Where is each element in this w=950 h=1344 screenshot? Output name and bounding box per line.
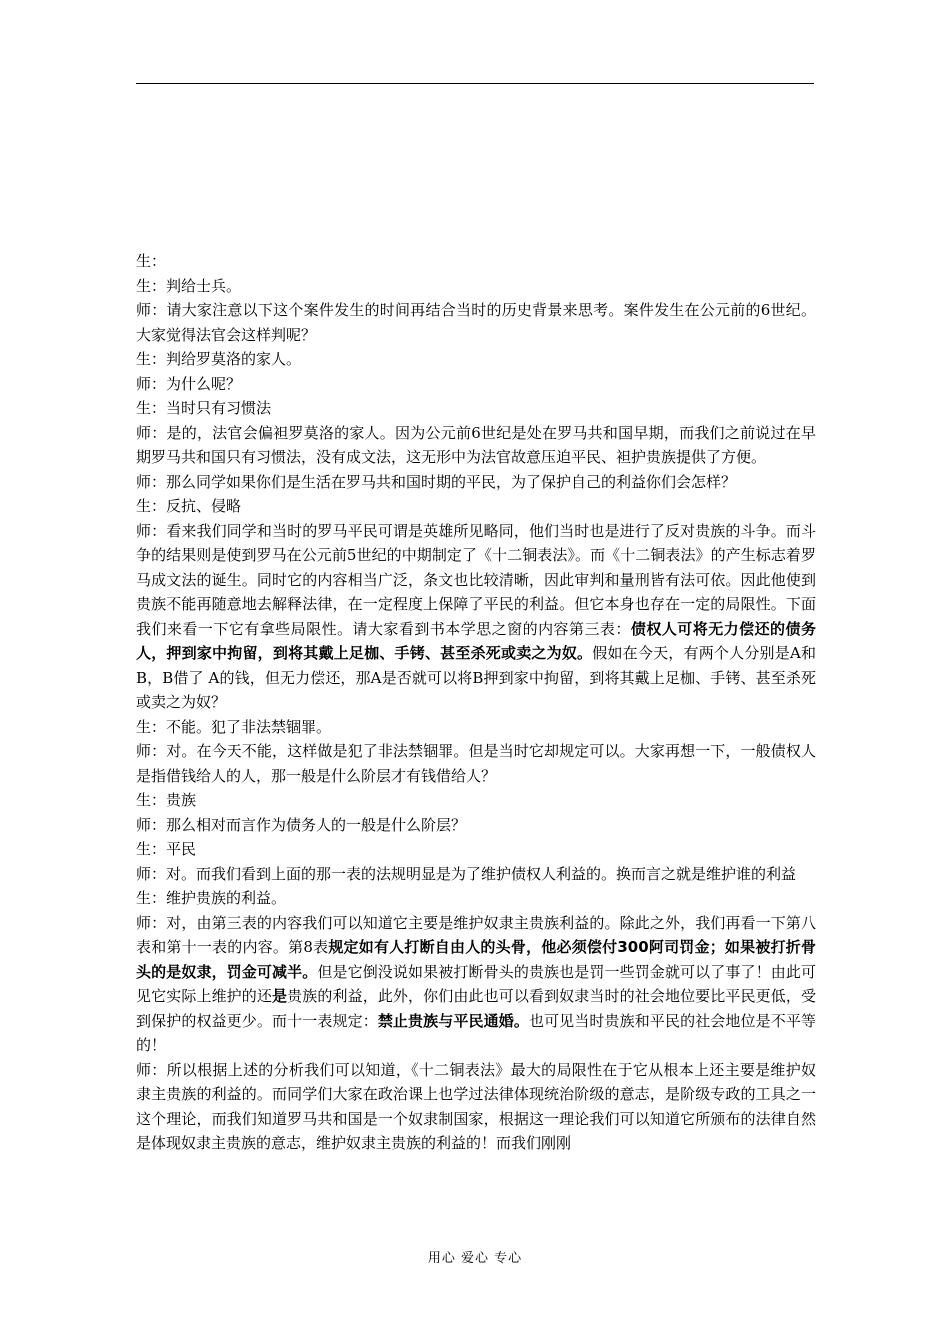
paragraph-text: 师：看来我们同学和当时的罗马平民可谓是英雄所见略同，他们当时也是进行了反对贵族的斗争。而斗争的结果则是使到罗马在公元前5世纪的中期制定了《十二铜表法》。而《十二铜表法》的产生标志着罗马成文法的诞生。同时它的内容相当广泛，条文也比较清晰，因此审判和量刑皆有法可依。因此他使到贵族不能再随意地去解释法律，在一定程度上保障了平民的利益。但它本身也存在一定的局限性。下面我们来看一下它有拿些局限性。请大家看到书本学思之窗的内容第三表： (136, 521, 816, 638)
paragraph-text: 生：贵族 (136, 791, 197, 809)
paragraph-text: 生：判给罗莫洛的家人。 (136, 350, 302, 368)
paragraph-text: 师：所以根据上述的分析我们可以知道，《十二铜表法》最大的局限性在于它从根本上还主要是维护奴隶主贵族的利益的。而同学们大家在政治课上也学过法律体现统治阶级的意志，是阶级专政的工具之一这个理论，而我们知道罗马共和国是一个奴隶制国家，根据这一理论我们可以知道它所颁布的法律自然是体现奴隶主贵族的意志，维护奴隶主贵族的利益的！而我们刚刚 (136, 1060, 816, 1152)
dialogue-paragraph (136, 470, 816, 495)
dialogue-paragraph (136, 372, 816, 397)
emphasized-text: 禁止贵族与平民通婚。 (377, 1011, 529, 1030)
header-rule (136, 83, 814, 84)
paragraph-text: 生：判给士兵。 (136, 276, 242, 295)
dialogue-paragraph (136, 298, 816, 347)
paragraph-text: 师：那么相对而言作为债务人的一般是什么阶层？ (136, 815, 467, 834)
paragraph-text: 师：对。在今天不能，这样做是犯了非法禁锢罪。但是当时它却规定可以。大家再想一下，一般债权人是指借钱给人的人，那一般是什么阶层才有钱借给人？ (136, 742, 816, 785)
paragraph-text: 贵族的利益，此外，你们由此也可以看到奴隶当时的社会地位要比平民更低，受到保护的权益更少。而十一表规定： (136, 987, 816, 1030)
dialogue-paragraph (136, 837, 816, 862)
paragraph-text: 师：是的，法官会偏袒罗莫洛的家人。因为公元前6世纪是处在罗马共和国早期，而我们之前说过在早期罗马共和国只有习惯法，没有成文法，这无形中为法官故意压迫平民、袒护贵族提供了方便。 (136, 423, 816, 466)
dialogue-paragraph (136, 886, 816, 911)
dialogue-paragraph (136, 249, 816, 274)
paragraph-text: 生：维护贵族的利益。 (136, 889, 287, 907)
dialogue-paragraph (136, 274, 816, 299)
dialogue-paragraph (136, 911, 816, 1058)
dialogue-paragraph (136, 347, 816, 372)
emphasized-text: 规定如有人打断自由人的头骨，他必须偿付300阿司罚金；如果被打折骨头的是奴隶，罚金可减半。 (136, 938, 816, 981)
dialogue-paragraph (136, 862, 816, 887)
dialogue-paragraph (136, 813, 816, 838)
paragraph-text: 师：请大家注意以下这个案件发生的时间再结合当时的历史背景来思考。案件发生在公元前的6世纪。大家觉得法官会这样判呢？ (136, 301, 816, 344)
dialogue-paragraph (136, 1058, 816, 1156)
paragraph-text: 但是它倒没说如果被打断骨头的贵族也是罚一些罚金就可以了事了！由此可见它实际上维护的还 (136, 962, 816, 1005)
paragraph-text: 师：对。而我们看到上面的那一表的法规明显是为了维护债权人利益的。换而言之就是维护谁的利益 (136, 864, 797, 883)
dialogue-paragraph (136, 715, 816, 740)
paragraph-text: 生：平民 (136, 840, 197, 858)
paragraph-text: 师：为什么呢？ (136, 374, 242, 393)
dialogue-paragraph (136, 739, 816, 788)
paragraph-text: 师：对，由第三表的内容我们可以知道它主要是维护奴隶主贵族利益的。除此之外，我们再看一下第八表和第十一表的内容。第8表 (136, 913, 816, 956)
dialogue-paragraph (136, 396, 816, 421)
dialogue-paragraph (136, 421, 816, 470)
emphasized-text: 是 (272, 987, 288, 1005)
page-footer: 用心 爱心 专心 (427, 1251, 523, 1266)
paragraph-text: 生： (136, 252, 167, 270)
paragraph-text: 生：不能。犯了非法禁锢罪。 (136, 717, 332, 736)
paragraph-text: 假如在今天，有两个人分别是A和B，B借了 A的钱，但无力偿还，那A是否就可以将B押到家中拘留，到将其戴上足枷、手铐、甚至杀死或卖之为奴？ (136, 644, 816, 711)
paragraph-text: 也可见当时贵族和平民的社会地位是不平等的！ (136, 1011, 816, 1054)
dialogue-paragraph (136, 494, 816, 519)
paragraph-text: 师：那么同学如果你们是生活在罗马共和国时期的平民，为了保护自己的利益你们会怎样？ (136, 472, 737, 491)
paragraph-text: 生：当时只有习惯法 (136, 399, 272, 417)
paragraph-text: 生：反抗、侵略 (136, 497, 242, 515)
emphasized-text: 债权人可将无力偿还的债务人，押到家中拘留，到将其戴上足枷、手铐、甚至杀死或卖之为奴。 (136, 619, 816, 662)
dialogue-paragraph (136, 519, 816, 715)
dialogue-paragraph (136, 788, 816, 813)
document-body (136, 249, 816, 1156)
